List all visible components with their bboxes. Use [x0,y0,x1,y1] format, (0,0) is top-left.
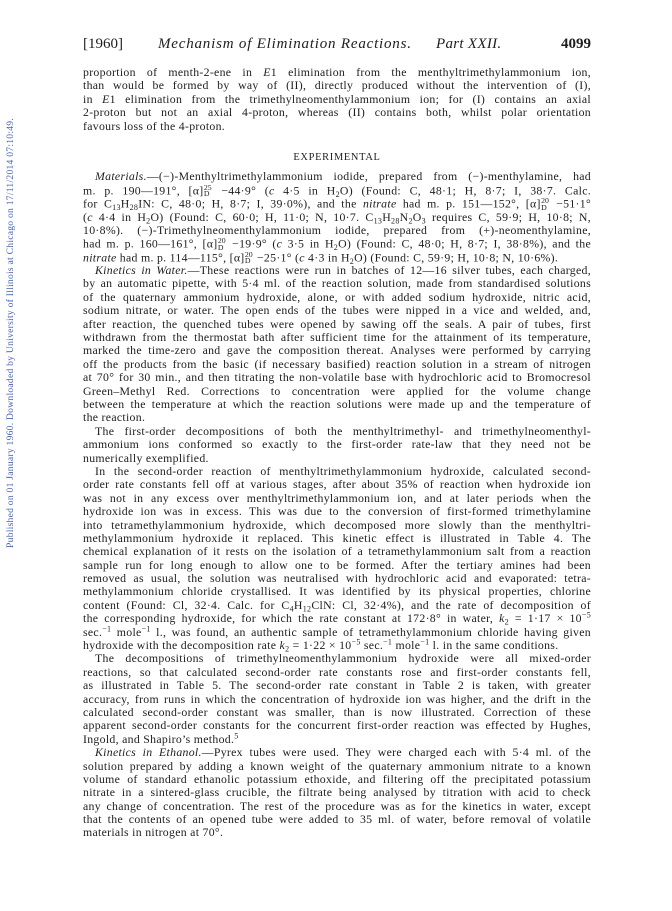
italic-run: E [102,91,110,106]
text-line [83,170,591,183]
text-line [83,679,591,692]
text-run: into tetramethylammonium hydroxide, which decomposed more slowly than the menthyltri- [83,517,591,532]
text-line [83,184,591,197]
subscript: 2 [146,215,151,225]
text-line [83,505,591,518]
text-run: methylammonium hydroxide it replaced. This kinetic effect is illustrated in Table 4. The [83,530,591,545]
rotation-wavelength: D [217,242,224,252]
superscript: −1 [420,637,430,647]
text-run: proportion of menth-2-ene in [83,65,264,79]
subscript: 2 [335,189,340,199]
text-run: H [382,209,392,224]
text-run: sample run for long enough to allow one to be formed. After the tertiary amines had been [83,557,591,572]
text-line [83,291,591,304]
rotation-wavelength: D [541,202,547,212]
text-run: by an automatic pipette, with 5·4 ml. of the reaction solution, made from standardised solutions [83,276,591,291]
text-run: reactions, so that calculated second-order rate constants rose and first-order constants fell, [83,664,591,679]
text-run: in [83,91,103,106]
text-line [83,224,591,237]
italic-run: Kinetics in Water. [95,263,188,278]
text-line [83,385,591,398]
rotation-temperature: 20 [541,196,549,206]
text-line [83,545,591,558]
text-line [83,264,591,277]
section-heading-experimental: EXPERIMENTAL [293,151,381,163]
text-run: after reaction, the quenched tubes were opened by sawing off the seals. A pair of tubes, first [83,316,591,331]
text-run: 10·8%). (−)-Trimethylneomenthylammonium iodide, prepared from (+)-neomenthylamine, [83,222,591,237]
text-run: −51·1° [549,196,592,211]
download-notice: Published on 01 January 1960. Downloaded by University of Illinois at Chicago on 17/11/2014 07:10:49. [5,118,16,548]
text-run: methylammonium chloride crystallised. It was identified by its physical properties, chlorine [83,584,591,599]
text-line [83,371,591,384]
text-line [83,492,591,505]
text-run: was not in any excess over menthyltrimethylammonium ion, and at later periods when the [83,490,591,505]
text-run: O) (Found: C, 48·0; H, 8·7; I, 38·8%), and the [338,236,591,251]
text-run: chemical explanation of it rests on the isolation of a tetramethylammonium salt from a reaction [83,544,591,559]
rotation-temperature: 20 [217,236,226,246]
text-run: ammonium ions conformed so exactly to the first-order rate-law that they need not be [83,437,591,452]
text-line [83,106,591,119]
text-run: —These reactions were run in batches of 12—16 silver tubes, each charged, [187,263,591,278]
subscript: 2 [349,256,355,266]
text-run: 4·5 in H [274,183,336,198]
text-run: hydroxide ion was in excess. This was due to the conversion of first-formed trimethylamine [83,504,591,519]
text-run: −44·9° ( [212,183,269,198]
text-run: IN: C, 48·0; H, 8·7; I, 39·0%), and the [138,196,363,211]
subscript: 2 [504,617,509,627]
text-run: apparent second-order constants for the concurrent first-order reaction was effected by Hughes, [83,718,591,733]
rotation-wavelength: D [203,189,210,199]
text-run: mole [111,624,142,639]
text-line [83,93,591,106]
subscript: 3 [421,215,426,225]
text-line [83,612,591,625]
text-run: mole [392,638,421,653]
text-run: marked the time-zero and gave the composition thereat. Analyses were performed by carrying [83,343,591,358]
text-line [83,813,591,826]
text-line [83,344,591,357]
text-run: In the second-order reaction of menthyltrimethylammonium hydroxide, calculated second- [95,463,591,478]
subscript: 2 [285,644,290,654]
text-run: requires C, 59·9; H, 10·8; N, [425,209,592,224]
text-run: order rate constants fell off at various stages, after about 35% of reaction when hydroxide ion [83,477,591,492]
text-run: 1 elimination from the menthyltrimethylammonium ion, [270,65,591,79]
text-run: m. p. 190—191°, [α] [83,183,204,198]
intro-paragraph [83,66,591,133]
text-run: sec. [360,638,384,653]
specific-rotation-indices [217,236,226,252]
text-run: between the temperature at which the reaction solutions were made up and the temperature of [83,396,591,411]
text-run: solution prepared by adding a known weight of the quaternary ammonium nitrate to a known [83,758,591,773]
text-run: sec. [83,624,103,639]
text-run: The first-order decompositions of both the menthyltrimethyl- and trimethylneomenthyl- [95,423,591,438]
text-run: the corresponding hydroxide, for which the rate constant at 172·8° in water, [83,611,500,626]
text-run: The decompositions of trimethylneomenthylammonium hydroxide were all mixed-order [95,651,591,666]
text-line [83,693,591,706]
text-line [83,211,591,224]
text-run: for C [83,196,113,211]
paper-part-number: Part XXII. [436,36,502,52]
text-line [83,572,591,585]
subscript: 2 [333,243,339,253]
body-text [83,66,591,840]
text-run: Ingold, and Shapiro’s method. [83,731,235,746]
text-run: 3·5 in H [282,236,334,251]
text-line [83,438,591,451]
text-run: withdrawn from the thermostat bath after sufficient time for the attainment of its temperature, [83,330,591,345]
specific-rotation-indices [203,182,213,199]
text-run: l., was found, an authentic sample of tetramethylammonium chloride having given [150,624,591,639]
text-run: −19·9° ( [226,236,277,251]
text-line [83,196,592,213]
text-run: off the products from the basic (if necessary basified) reaction solution in a stream of nitrogen [83,356,591,371]
text-run: ClN: Cl, 32·4%), and the rate of decomposition of [311,597,591,612]
italic-run: c [87,209,93,224]
text-run: accuracy, from runs in which the concentration of hydroxide ion was higher, and the drift in the [83,691,591,706]
text-line [83,120,591,133]
text-line [83,318,591,331]
italic-run: k [279,638,286,653]
text-line [83,666,591,679]
rotation-temperature: 20 [244,249,253,259]
second-order-paragraph [83,465,591,652]
kinetics-in-water-paragraph [83,264,591,425]
text-run: removed as usual, the solution was neutralised with hydrochloric acid and evaporated: tetra- [83,571,591,586]
text-run: −25·1° ( [253,250,300,265]
text-line [83,559,591,572]
text-run: than would be formed by way of (II), directly produced without the intervention of (I), [83,78,591,93]
text-line [83,478,591,491]
text-line [83,706,591,719]
text-run: calculated second-order constant was smaller, than is now illustrated. Correction of these [83,704,591,719]
text-line [83,626,591,639]
text-run: that the contents of an opened tube were added to 35 ml. of water, before removal of volatile [83,812,591,827]
superscript: −1 [383,637,393,647]
text-line [83,719,591,732]
page-number: 4099 [561,36,591,52]
italic-run: k [499,611,505,626]
text-line [83,277,591,290]
text-line [83,746,591,759]
text-line [83,733,591,746]
text-line [83,452,591,465]
text-line [83,465,591,478]
text-run: ( [83,209,88,224]
text-line [83,236,591,253]
text-line [83,652,591,665]
text-line [83,800,591,813]
italic-run: nitrate [83,250,117,265]
superscript: −5 [351,637,361,647]
text-run: of the quaternary ammonium hydroxide, alone, or with added sodium hydroxide, nitric acid, [83,289,591,304]
text-run: Green–Methyl Red. Corrections to concentration were applied for the volume change [83,383,591,398]
text-run: as illustrated in Table 5. The second-order rate constant in Table 2 is taken, with greater [83,678,591,693]
text-run: content (Found: Cl, 32·4. Calc. for C [83,597,290,612]
superscript: −1 [102,624,112,634]
text-run: = 1·22 × 10 [289,638,352,653]
text-run: nitrate in a sintered-glass crucible, the filtrate being analysed by titration with acid to check [83,785,591,800]
text-run: H [120,196,130,211]
text-run: had m. p. 151—152°, [α] [396,196,541,211]
text-run: O) (Found: C, 48·1; H, 8·7; I, 38·7. Calc. [339,183,591,198]
italic-run: nitrate [362,196,397,211]
text-run: —Pyrex tubes were used. They were charged each with 5·4 ml. of the [201,745,591,760]
italic-run: Kinetics in Ethanol. [95,745,202,760]
text-run: = 1·17 × 10 [508,611,582,626]
italic-run: c [268,183,275,198]
subscript: 2 [408,215,413,225]
text-line [83,331,591,344]
text-run: 2-proton but not an axial 4-proton, whereas (II) contains both, whilst polar orientation [83,105,591,120]
text-run: H [293,597,303,612]
superscript: −5 [581,610,592,620]
subscript: 28 [129,203,139,213]
text-run: —(−)-Menthyltrimethylammonium iodide, prepared from (−)-menthylamine, had [146,169,591,184]
first-order-paragraph [83,425,591,465]
text-run: at 70° for 30 min., and then titrating the non-volatile base with hydrochloric acid to Bromocresol [83,370,591,385]
text-line [83,425,591,438]
text-run: l. in the same conditions. [429,638,559,653]
text-run: 4·3 in H [304,250,350,265]
decompositions-paragraph [83,652,591,746]
text-line [83,773,591,786]
text-run: numerically exemplified. [83,450,209,465]
text-line [83,532,591,545]
text-line [83,398,591,411]
text-line [83,826,591,839]
kinetics-in-ethanol-paragraph [83,746,591,840]
subscript: 13 [112,203,121,213]
text-line [83,66,591,79]
text-line [83,786,591,799]
text-line [83,411,591,424]
subscript: 13 [373,215,383,225]
text-line [83,585,591,598]
text-line [83,251,591,264]
subscript: 12 [302,604,312,614]
running-header [83,36,591,56]
specific-rotation-indices [541,196,550,212]
text-line [83,639,591,652]
journal-year: [1960] [83,36,123,52]
subscript: 4 [289,604,294,614]
superscript: 5 [234,731,239,741]
text-run: O) (Found: C, 59·9; H, 10·8; N, 10·6%). [354,250,559,265]
italic-run: Materials. [95,169,147,184]
italic-run: c [299,250,305,265]
superscript: −1 [141,624,151,634]
text-line [83,760,591,773]
subscript: 28 [391,215,400,225]
text-run: hydroxide with the decomposition rate [83,638,280,653]
text-run: sodium nitrate, or water. The open ends of the tubes were nipped in a vice and welded, and, [83,303,591,318]
text-run: favours loss of the 4-proton. [83,118,226,133]
text-run: volume of standard ethanolic potassium ethoxide, and filtering off the precipitated potassium [83,771,591,786]
materials-paragraph [83,170,591,264]
text-run: the reaction. [83,410,146,425]
italic-run: c [276,236,283,251]
text-run: O [412,209,422,224]
text-run: 4·4 in H [92,209,147,224]
text-run: had m. p. 114—115°, [α] [116,250,245,265]
specific-rotation-indices [244,249,254,266]
text-line [83,358,591,371]
text-run: 1 elimination from the trimethylneomenthylammonium ion; for (I) contains an axial [109,91,591,106]
text-run: O) (Found: C, 60·0; H, 11·0; N, 10·7. C [150,209,374,224]
italic-run: E [263,65,271,79]
text-line [83,79,591,92]
text-run: had m. p. 160—161°, [α] [83,236,218,251]
text-line [83,304,591,317]
text-line [83,519,591,532]
text-run: any change of concentration. The rest of the procedure was as for the kinetics in water, except [83,798,591,813]
text-run: materials in nitrogen at 70°. [83,825,224,840]
text-run: N [399,209,409,224]
rotation-wavelength: D [244,256,251,266]
paper-series-title: Mechanism of Elimination Reactions. [158,36,412,52]
rotation-temperature: 25 [203,182,212,192]
